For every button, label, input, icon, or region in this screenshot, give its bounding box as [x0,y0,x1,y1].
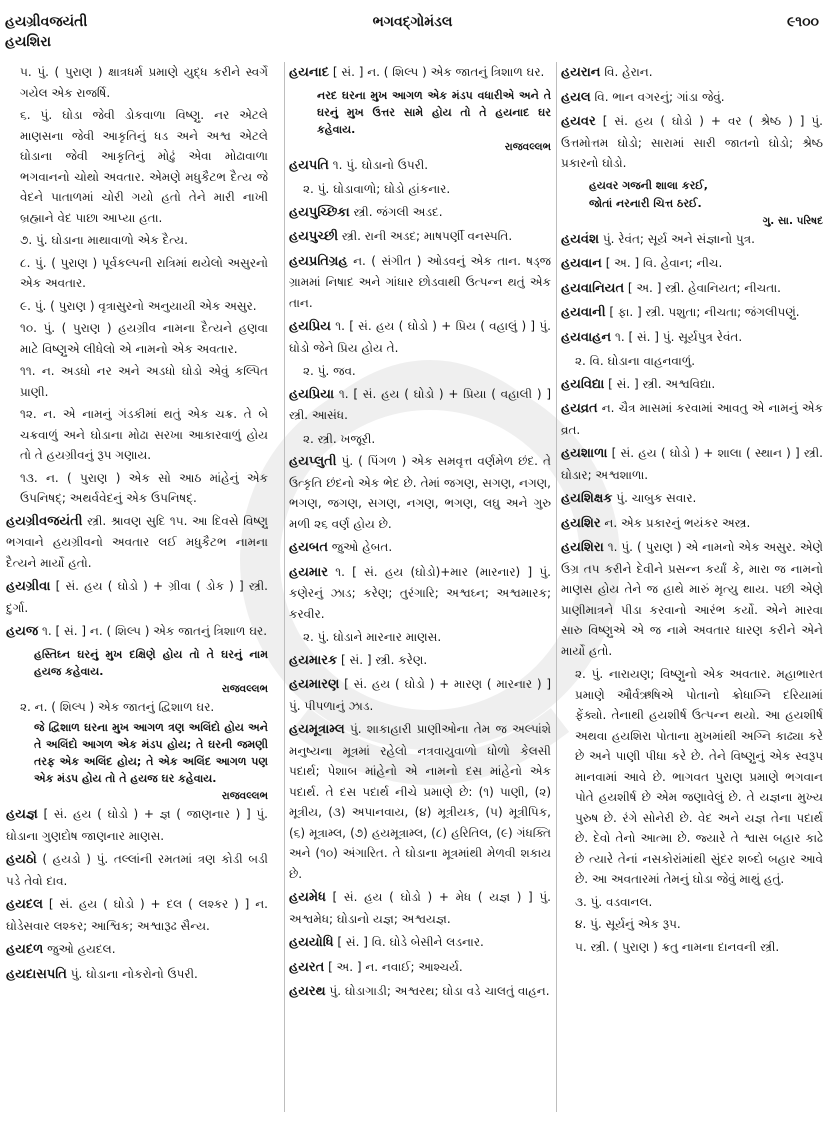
dictionary-entry [6,939,268,961]
page-header [0,12,825,52]
dictionary-entry [6,894,268,936]
headword: હયશિરા [561,540,604,555]
headword: હયવ્રત [561,401,598,416]
headword: હયદળ [6,942,44,957]
sense-definition: ૩. પું. વડવાનલ. [575,894,653,909]
headword: હયમારણ [289,677,340,692]
definition: [ સં. હય ( ઘોડો ) + શાલા ( સ્થાન ) ] સ્ત્રી. ઘોડાર; અશ્વશાળા. [561,446,823,482]
dictionary-entry [289,674,551,716]
definition: ૧. [ સં. ] પું. સૂર્યપુત્ર રેવંત. [614,329,743,344]
headword: હયપુચ્છી [289,229,339,244]
definition: ૧. [ સં. હય (ઘોડો)+માર (મારનાર) ] પું. કણેરનું ઝાડ; કરેણ; તુરંગારિ; અશ્વઘ્ન; અશ્વમારક; કરવીર. [289,564,551,621]
sense-definition: ૮. પું. ( પુરાણ ) પૂર્વકલ્પની રાત્રિમાં થયેલો અસુરનો એક અવતાર. [20,255,268,290]
dictionary-entry [289,62,551,84]
sense-definition: ૨. પું. ઘોડાને મારનાર માણસ. [303,630,442,644]
dictionary-entry [561,278,823,300]
dictionary-entry [289,316,551,358]
sense-definition: ૨. વિ. ઘોડાના વાહનવાળું. [575,354,696,368]
definition: સ્ત્રી. રાની અડદ; માષપર્ણી વનસ્પતિ. [341,229,513,243]
headword: હયવાન [561,256,602,271]
column-3 [556,62,823,1112]
definition: [ સં. હય ( ઘોડો ) + દલ ( લશ્કર ) ] ન. ઘોડેસવાર લશ્કર; આશ્વિક; અશ્વારૂઢ સૈન્ય. [6,897,268,933]
dictionary-entry [289,719,551,884]
headword: હયવિદ્યા [561,376,605,392]
headword: હયદલ [6,897,43,912]
headword: હયરથ [289,984,326,999]
headword: હયવંશ [561,231,600,247]
definition: ન. ( સંગીત ) ઓડવનું એક તાન. ષડ્જ ગ્રામમાં નિષાદ અને ગાંધાર છોડવાથી ઉત્પન્ન થતું એક તાન. [289,253,551,310]
headword: હયવર [561,114,596,129]
headword: હયયોધિ [289,935,334,950]
citation-source: ગુ. સા. પરિષદ [762,214,823,227]
definition: [ સં. હય ( ઘોડો ) + વર ( શ્રેષ્ઠ ) ] પું. ઉત્તમોત્તમ ઘોડો; સારામાં સારી જાતનો ઘોડો; શ્રેષ્ઠ પ્રકારનો ઘોડો. [561,114,823,170]
definition: [ સં. ] સ્ત્રી. કરેણ. [340,652,428,667]
definition: સ્ત્રી. શ્રાવણ સુદિ ૧૫. આ દિવસે વિષ્ણુ ભગવાને હયગ્રીવનો અવતાર લઈ મધુકૈટભ નામના દૈત્યને માર્યો હતો. [6,513,268,570]
headword: હયમેધ [289,890,326,905]
dictionary-entry [289,451,551,534]
sense-definition: ૧૨. ન. એ નામનું ગંડકીમાં થતું એક ચક્ર. તે બે ચક્રવાળું અને ઘોડાના મોઢા સરખા આકારવાળું હોય તો તે હયગ્રીવનું રૂપ ગણાય. [20,407,268,462]
headword: હયશાળા [561,446,608,461]
definition: [ અ. ] સ્ત્રી. હેવાનિયત; નીચતા. [627,280,781,295]
headword: હયગ્રીવા [6,579,51,594]
dictionary-entry [6,511,268,574]
definition: [ સં. ] વિ. ઘોડે બેસીને લડનાર. [337,935,484,949]
definition: વિ. હેરાન. [604,65,653,79]
dictionary-entry [561,488,823,510]
dictionary-entry [289,562,551,625]
headword: હયવાનિયત [561,280,625,296]
definition: પું. શાકાહારી પ્રાણીઓના તેમ જ અલ્પાંશે મનુષ્યના મૂત્રમાં રહેલો નત્રવાયુવાળો ધોળો કેલસી પદાર્થ; પેશાબ માંહેનો એ નામનો દસ માંહેનો એક પદાર્થ. તે દસ પદાર્થ નીચે પ્રમાણે છે: (૧) પાણી, (૨) મૂત્રીય, (૩) અપાનવાય, (૪) મૂત્રીયક, (૫) મૂત્રીપિક, (૬) મૂત્રામ્લ, (૭) હયમૂત્રામ્લ, (૮) હરિતિલ, (૯) ગંધક્તિ અને (૧૦) અંગારિત. તે ઘોડાના મૂત્રમાંથી મેળવી શકાય છે. [289,722,551,881]
citation-source: રાજવલ્લભ [504,140,551,153]
dictionary-entry [561,62,823,84]
citation-quote: હયવર ગજની શાલા કરઈ, [589,178,708,192]
definition: ૧. [ સં. હય ( ઘોડો ) + પ્રિયા ( વહાલી ) ] સ્ત્રી. આસંધ. [289,386,551,422]
definition: [ સં. હય ( ઘોડો ) + ગ્રીવા ( ડોક ) ] સ્ત્રી. દુર્ગા. [6,579,268,615]
headword: હયદાસપતિ [6,966,67,982]
definition: [ સં. ] સ્ત્રી. અશ્વવિદ્યા. [608,376,716,391]
citation-quote: નરદ ઘરના મુખ આગળ એક મંડપ વધારીએ અને તે ઘરનું મુખ ઉત્તર સામે હોય તો તે હયનાદ ઘર કહેવાય. [317,88,551,136]
headword: હયમાર [289,564,328,580]
sense-definition: ૧૩. ન. ( પુરાણ ) એક સો આઠ માંહેનું એક ઉપનિષદ્; અથર્વવેદનું એક ઉપનિષદ્. [20,470,268,505]
dictionary-entry [561,443,823,485]
definition: [ સં. હય ( ઘોડો ) + મારણ ( મારનાર ) ] પું. પીપળાનું ઝાડ. [289,677,551,713]
dictionary-entry [289,155,551,177]
definition: પું. ઘોડાગાડી; અશ્વરથ; ઘોડા વડે ચાલતું વાહન. [329,984,550,998]
headword: હયપ્રિયા [289,386,335,402]
headword: હયશિક્ષક [561,491,613,506]
definition: [ અ. ] ન. નવાઈ; આશ્ચર્ય. [328,959,463,974]
dictionary-entry [289,226,551,248]
dictionary-entry [6,576,268,618]
sense-definition: ૯. પું. ( પુરાણ ) વૃત્રાસુરનો અનુયાયી એક અસુર. [20,298,257,313]
dictionary-entry [561,537,823,661]
sense-definition: ૨. ન. ( શિલ્પ ) એક જાતનું દ્વિશાળ ઘર. [20,699,215,714]
page-number: ૯૧૦૦ [786,14,819,30]
definition: સ્ત્રી. જંગલી અડદ. [353,204,443,219]
citation-quote: હસ્તિઘ્ન ઘરનું મુખ દક્ષિણે હોય તો તે ઘરનું નામ હયજ કહેવાય. [34,647,268,678]
headword: હયશિર [561,515,601,531]
definition: [ સં. હય ( ઘોડો ) + મેધ ( યજ્ઞ ) ] પું. અશ્વમેધ; ઘોડાનો યજ્ઞ; અશ્વયજ્ઞ. [289,890,551,926]
dictionary-entry [561,111,823,174]
guide-word-last: હયશિરા [5,34,52,50]
headword: હયબત [289,540,328,555]
definition: [ અ. ] વિ. હેવાન; નીચ. [605,256,723,270]
dictionary-entry [561,327,823,349]
definition: વિ. ભાન વગરનું; ગાંડા જેવું. [594,89,725,104]
definition: ન. ચૈત્ર માસમાં કરવામાં આવતુ એ નામનું એક વ્રત. [561,401,823,437]
sense-definition: ૫. સ્ત્રી. ( પુરાણ ) ક્રતુ નામના દાનવની સ્ત્રી. [575,939,780,954]
sense-definition: ૨. પું. નારાયણ; વિષ્ણુનો એક અવતાર. મહાભારત પ્રમાણે ઔર્વઋષિએ પોતાનો ક્રોધાગ્નિ દરિયામાં ફેંક્યો. તેનાથી હયશીર્ષ ઉત્પન્ન થયો. આ હયશીર્ષ અથવા હયશિરા પોતાના મુખમાંથી અગ્નિ કાઢ્યા કરે છે અને પાણી પીધા કરે છે. તેને વિષ્ણુનું એક સ્વરૂપ માનવામાં આવે છે. ભાગવત પુરાણ પ્રમાણે ભગવાન પોતે હયશીર્ષ છે એમ જણાવેલું છે. તે યજ્ઞના મુખ્ય પુરુષ છે. રંગે સોનેરી છે. વેદ અને યજ્ઞ તેના પદાર્થ છે. દેવો તેનો આત્મા છે. જ્યારે તે શ્વાસ બહાર કાઢે છે ત્યારે તેનાં નસકોરાંમાંથી સુંદર શબ્દો બહાર આવે છે. આ અવતારમાં તેમનું ઘોડા જેવું માથું હતું. [575,667,823,886]
dictionary-entry [6,621,268,643]
column-1 [6,62,268,1112]
sense-definition: ૨. પું. ઘોડાવાળો; ઘોડો હાંકનાર. [303,182,451,196]
headword: હયપુચ્છિકા [289,204,350,220]
dictionary-entry [6,849,268,891]
headword: હયપ્રતિગ્રહ [289,253,348,269]
guide-word-first: હયગ્રીવજયંતી [5,14,88,30]
definition: જુઓ હેબત. [331,540,393,554]
definition: પું. રેવંત; સૂર્ય અને સંજ્ઞાનો પુત્ર. [602,231,755,246]
sense-definition: ૨. પું. જવ. [303,364,356,378]
headword: હયપતિ [289,157,329,173]
headword: હયરત [289,959,325,975]
headword: હયલ [561,89,591,105]
headword: હયનાદ [289,65,330,80]
definition: [ સં. ] ન. ( શિલ્પ ) એક જાતનું ત્રિશાળ ઘર. [332,65,545,79]
headword: હયરાન [561,65,601,80]
dictionary-entry [289,887,551,929]
dictionary-entry [561,87,823,109]
definition: ૧. પું. ઘોડાનો ઉપરી. [332,157,429,172]
sense-definition: ૨. સ્ત્રી. ખજૂરી. [303,431,376,446]
definition: [ ફા. ] સ્ત્રી. પશુતા; નીચતા; જંગલીપણું. [609,305,800,319]
dictionary-entry [561,229,823,251]
sense-definition: ૬. પું. ઘોડા જેવી ડોકવાળા વિષ્ણુ. નર એટલે માણસના જેવી આકૃતિનું ધડ અને અશ્વ એટલે ઘોડાના જેવી આકૃતિનું મોઢું એવા મોઢાવાળા ભગવાનનો ચોથો અવતાર. એમણે મધુકૈટભ દૈત્ય જે વેદને પાતાળમાં ચોરી ગયો હતો તેને મારી નાખી બ્રહ્માને વેદ પાછા આપ્યા હતા. [20,108,268,225]
sense-definition: ૫. પું. ( પુરાણ ) ક્ષાત્રધર્મ પ્રમાણે યુદ્ધ કરીને સ્વર્ગે ગયેલ એક રાજર્ષિ. [20,65,268,100]
definition: ન. એક પ્રકારનું ભયંકર અસ્ત્ર. [604,515,751,530]
dictionary-columns [0,62,825,1122]
citation-quote: જોતાં નરનારી ચિત્ત ઠરઈ. [589,196,702,210]
dictionary-entry [561,302,823,324]
dictionary-entry [6,964,268,986]
dictionary-entry [289,650,551,672]
dictionary-entry [289,384,551,426]
dictionary-title: ભગવદ્ગોમંડલ [372,14,453,30]
headword: હયપ્રિય [289,319,331,334]
headword: હયમૂત્રામ્લ [289,722,345,737]
definition: પું. ( પિંગળ ) એક સમવૃત્ત વર્ણમેળ છંદ. તે ઉત્કૃતિ છંદનો એક ભેદ છે. તેમાં જગણ, સગણ, નગણ, ભગણ, જગણ, સગણ, નગણ, ભગણ, લઘુ અને ગુરુ મળી ૨૬ વર્ણ હોય છે. [289,454,551,531]
dictionary-entry [289,932,551,954]
definition: [ સં. હય ( ઘોડો ) + જ્ઞ ( જાણનાર ) ] પું. ઘોડાના ગુણદોષ જાણનાર માણસ. [6,807,268,843]
dictionary-entry [561,374,823,396]
definition: ૧. [ સં. હય ( ઘોડો ) + પ્રિય ( વહાલું ) ] પું. ઘોડો જેને પ્રિય હોય તે. [289,319,551,355]
headword: હયજ [6,624,39,639]
headword: હયઠો [6,852,37,867]
definition: પું. ઘોડાના નોકરોનો ઉપરી. [70,966,198,981]
headword: હયપ્લુતી [289,454,337,469]
dictionary-entry [289,251,551,314]
dictionary-entry [561,253,823,275]
dictionary-entry [561,398,823,440]
sense-definition: ૭. પું. ઘોડાના માથાવાળો એક દૈત્ય. [20,233,188,247]
definition: પું. ચાબુક સવાર. [616,491,697,505]
headword: હયવાની [561,305,606,320]
column-2 [284,62,551,1112]
sense-definition: ૪. પું. સૂર્યનું એક રૂપ. [575,917,681,931]
definition: ૧. પું. ( પુરાણ ) એ નામનો એક અસુર. એણે ઉગ્ર તપ કરીને દેવીને પ્રસન્ન કર્યાં કે, મારા જ નામનો માણસ હોય તેને જ હાથે મારું મૃત્યુ થાય. પછી એણે પ્રાણીમાત્રને પીડા કરવાનો આરંભ કર્યો. એને મારવા સારુ વિષ્ણુએ એ જ નામે અવતાર ધારણ કરીને એને માર્યો હતો. [561,540,823,658]
dictionary-entry [289,537,551,559]
dictionary-entry [289,981,551,1003]
citation-quote: જે દ્વિશાળ ઘરના મુખ આગળ ત્રણ અલિંદો હોય અને તે અલિંદો આગળ એક મંડપ હોય; તે ઘરની જમણી તરફ એક અલિંદ હોય; તે એક અલિંદ આગળ પણ એક મંડપ હોય તો તે હયજ ઘર કહેવાય. [34,721,268,785]
definition: જુઓ હયદલ. [47,942,116,956]
dictionary-entry [561,513,823,535]
dictionary-entry [6,804,268,846]
dictionary-entry [289,957,551,979]
headword: હયમારક [289,652,338,668]
citation-source: રાજવલ્લભ [221,790,268,802]
sense-definition: ૧૧. ન. અડધો નર અને અડધો ઘોડો એવું કલ્પિત પ્રાણી. [20,364,268,399]
headword: હયગ્રીવજયંતી [6,513,83,529]
citation-source: રાજવલ્લભ [221,682,268,695]
sense-definition: ૧૦. પું. ( પુરાણ ) હયગ્રીવ નામના દૈત્યને હણવા માટે વિષ્ણુએ લીધેલો એ નામનો એક અવતાર. [20,321,268,356]
headword: હયજ્ઞ [6,807,38,822]
dictionary-entry [289,202,551,224]
headword: હયવાહન [561,329,612,345]
definition: ( હયડો ) પું. તલ્લાંની રમતમાં ત્રણ કોડી બડી પડે તેવો દાવ. [6,852,268,888]
definition: ૧. [ સં. ] ન. ( શિલ્પ ) એક જાતનું ત્રિશાળ ઘર. [42,624,268,638]
